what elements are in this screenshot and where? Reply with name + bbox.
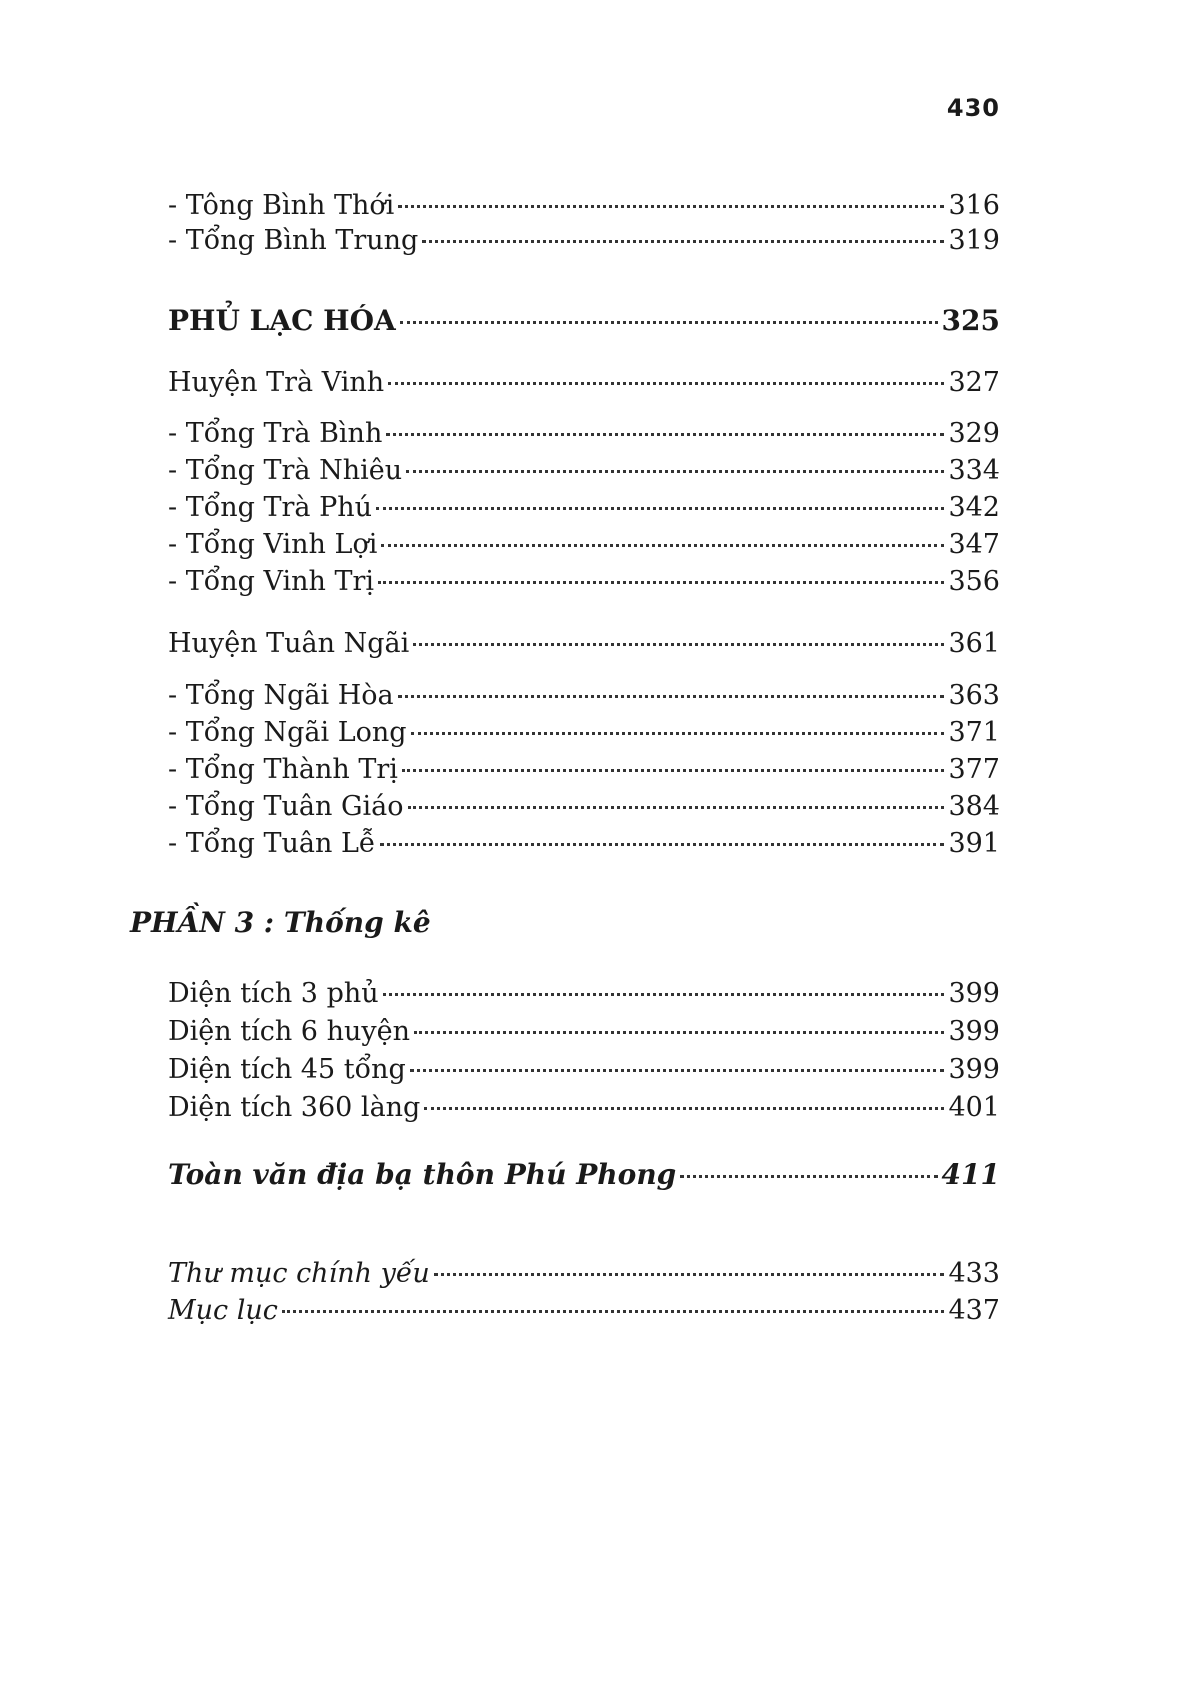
toc-entry-label: - Tổng Bình Trung [168,225,419,256]
toc-entry-page: 363 [948,680,1000,711]
dot-leader [380,843,945,846]
toc-entry-page: 342 [948,492,1000,523]
dot-leader [411,732,945,735]
toc-huyen-tuan-ngai[interactable] [168,626,1000,662]
toc-entry[interactable] [168,715,1000,751]
toc-entry-page: 325 [941,304,1000,337]
dot-leader [410,1069,945,1072]
toc-entry-label: - Tổng Vinh Trị [168,566,375,597]
toc-entry-page: 347 [948,529,1000,560]
dot-leader [398,205,944,208]
toc-entry-label: Thư mục chính yếu [168,1258,430,1289]
dot-leader [381,544,944,547]
toc-entry-page: 401 [948,1092,1000,1123]
dot-leader [388,382,944,385]
dot-leader [680,1175,937,1178]
dot-leader [376,507,944,510]
toc-entry-label: - Tổng Trà Phú [168,492,373,523]
toc-entry[interactable] [168,527,1000,563]
toc-entry-page: 319 [948,225,1000,256]
dot-leader [383,993,945,996]
toc-toan-van[interactable] [168,1157,1000,1193]
toc-entry[interactable] [168,976,1000,1012]
dot-leader [402,769,945,772]
toc-entry-label: Huyện Tuân Ngãi [168,628,410,659]
toc-entry-page: 437 [948,1295,1000,1326]
toc-entry[interactable] [168,453,1000,489]
toc-entry-label: Mục lục [168,1295,278,1326]
dot-leader [434,1273,945,1276]
toc-huyen-tra-vinh[interactable] [168,365,1000,401]
part-3-prefix: PHẦN 3 : [130,906,275,939]
toc-entry[interactable] [168,789,1000,825]
toc-entry-page: 327 [948,367,1000,398]
dot-leader [282,1310,945,1313]
toc-entry-page: 391 [948,828,1000,859]
page-number: 430 [946,94,1000,122]
toc-entry[interactable] [168,826,1000,862]
toc-entry-label: - Tổng Vinh Lợi [168,529,378,560]
toc-entry-page: 316 [948,190,1000,221]
toc-entry-page: 411 [941,1158,1000,1191]
toc-entry-label: - Tổng Tuân Lễ [168,828,376,859]
toc-entry-label: Diện tích 45 tổng [168,1054,406,1085]
toc-entry-label: Diện tích 6 huyện [168,1016,410,1047]
dot-leader [422,240,944,243]
toc-entry-label: - Tổng Ngãi Long [168,717,407,748]
dot-leader [414,1031,944,1034]
toc-entry-label: - Tổng Ngãi Hòa [168,680,394,711]
toc-entry-label: - Tổng Trà Nhiêu [168,455,403,486]
toc-entry-page: 356 [948,566,1000,597]
toc-entry-label: Diện tích 3 phủ [168,978,379,1009]
dot-leader [386,433,944,436]
toc-entry[interactable] [168,1090,1000,1126]
toc-section-phu-lac-hoa[interactable] [168,303,1000,339]
part-3-title: Thống kê [283,906,431,939]
toc-entry[interactable] [168,223,1000,259]
toc-entry-label: Diện tích 360 làng [168,1092,421,1123]
toc-entry[interactable] [168,752,1000,788]
toc-entry-page: 399 [948,1054,1000,1085]
toc-entry-label: - Tổng Tuân Giáo [168,791,404,822]
dot-leader [408,806,945,809]
part-3-heading [130,906,431,939]
toc-entry[interactable] [168,1052,1000,1088]
toc-entry-label: Toàn văn địa bạ thôn Phú Phong [168,1158,677,1191]
toc-entry-page: 329 [948,418,1000,449]
toc-entry-page: 334 [948,455,1000,486]
toc-entry-page: 377 [948,754,1000,785]
toc-entry-label: - Tổng Trà Bình [168,418,383,449]
toc-entry-page: 399 [948,978,1000,1009]
toc-entry-page: 371 [948,717,1000,748]
toc-entry[interactable] [168,1256,1000,1292]
toc-entry-label: PHỦ LẠC HÓA [168,304,396,337]
toc-entry[interactable] [168,1293,1000,1329]
toc-entry-label: - Tông Bình Thới [168,190,395,221]
toc-entry[interactable] [168,188,1000,224]
toc-entry-label: - Tổng Thành Trị [168,754,398,785]
toc-entry[interactable] [168,1014,1000,1050]
toc-entry[interactable] [168,416,1000,452]
dot-leader [406,470,944,473]
dot-leader [398,695,945,698]
dot-leader [400,321,938,324]
toc-entry[interactable] [168,678,1000,714]
dot-leader [378,581,944,584]
dot-leader [413,643,944,646]
toc-entry-label: Huyện Trà Vinh [168,367,385,398]
dot-leader [424,1107,944,1110]
toc-entry[interactable] [168,490,1000,526]
toc-entry-page: 361 [948,628,1000,659]
toc-entry[interactable] [168,564,1000,600]
toc-entry-page: 433 [948,1258,1000,1289]
toc-entry-page: 384 [948,791,1000,822]
toc-entry-page: 399 [948,1016,1000,1047]
